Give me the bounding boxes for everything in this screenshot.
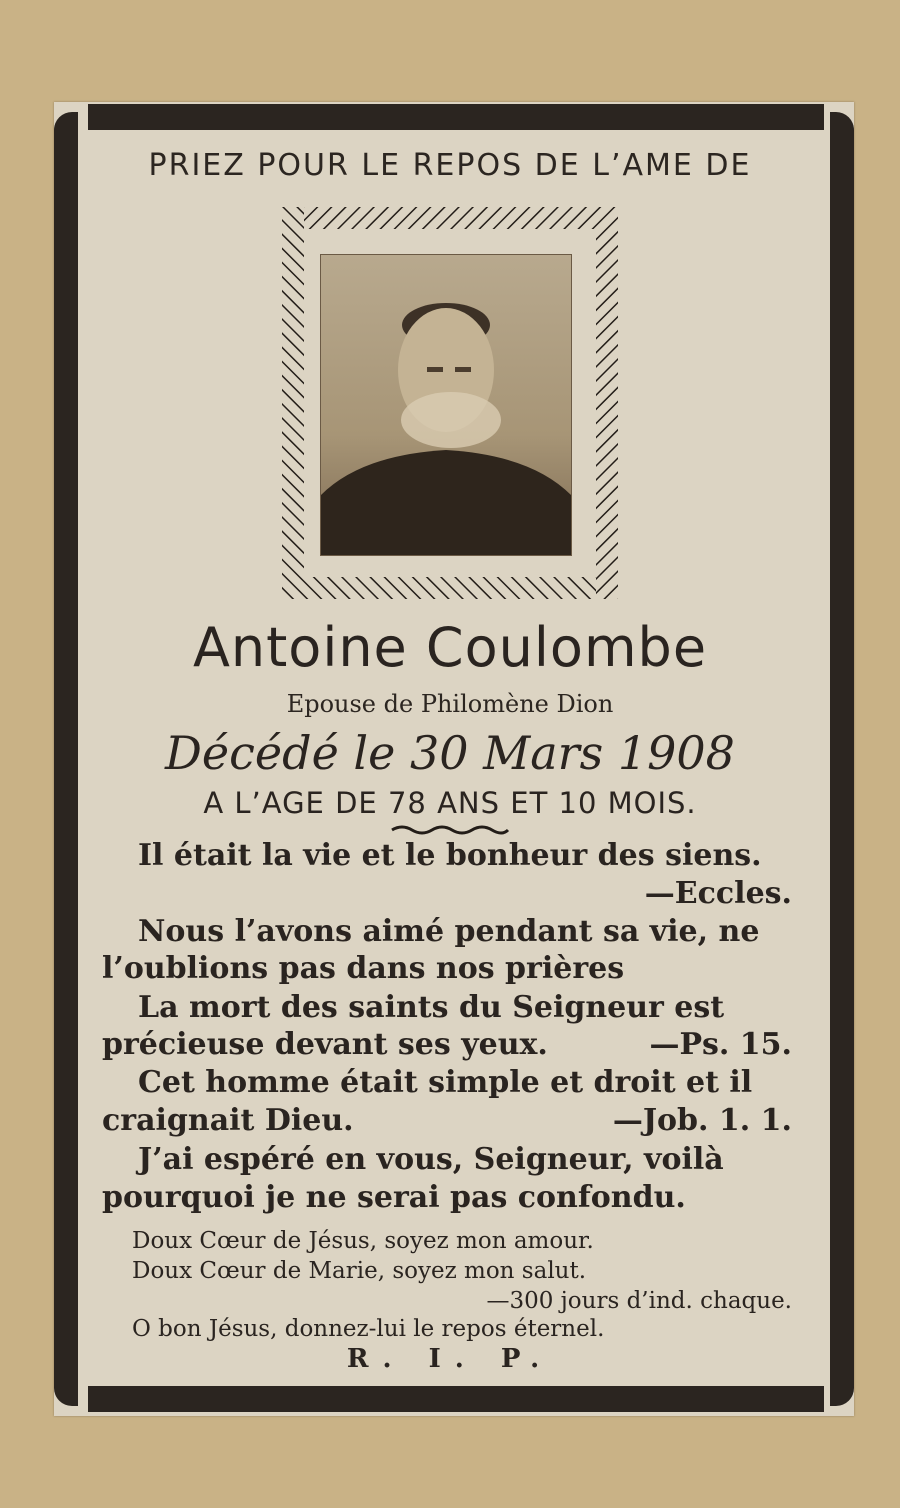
- verse-5a: J’ai espéré en vous, Seigneur, voilà: [138, 1142, 724, 1177]
- verse-2a: Nous l’avons aimé pendant sa vie, ne: [138, 914, 760, 949]
- age-line: A L’AGE DE 78 ANS ET 10 MOIS.: [203, 786, 697, 820]
- deceased-name: Antoine Coulombe: [192, 616, 708, 679]
- verse-4b: craignait Dieu.: [102, 1103, 354, 1138]
- death-date: Décédé le 30 Mars 1908: [165, 726, 735, 780]
- prayer-1: Doux Cœur de Jésus, soyez mon amour.: [132, 1228, 594, 1254]
- prayer-3: O bon Jésus, donnez-lui le repos éternel.: [132, 1316, 605, 1342]
- verse-5b: pourquoi je ne serai pas confondu.: [102, 1180, 686, 1215]
- mourning-border-bottom: [88, 1386, 824, 1412]
- spouse-line: Epouse de Philomène Dion: [286, 690, 614, 718]
- verse-1-ref: —Eccles.: [644, 876, 792, 911]
- verse-4-ref: —Job. 1. 1.: [612, 1103, 792, 1138]
- card-header: PRIEZ POUR LE REPOS DE L’AME DE: [148, 148, 752, 183]
- portrait-photo: [320, 254, 572, 556]
- verse-4a: Cet homme était simple et droit et il: [138, 1065, 753, 1100]
- verse-2b: l’oublions pas dans nos prières: [102, 951, 625, 986]
- ornament-divider: [390, 822, 510, 838]
- verse-3a: La mort des saints du Seigneur est: [138, 990, 725, 1025]
- verse-1: Il était la vie et le bonheur des siens.: [138, 838, 762, 873]
- rip-mark: R. I. P.: [346, 1344, 554, 1374]
- indulgence-note: —300 jours d’ind. chaque.: [486, 1288, 792, 1314]
- verse-3b: précieuse devant ses yeux.: [102, 1027, 548, 1062]
- mourning-border-top: [88, 104, 824, 130]
- prayer-2: Doux Cœur de Marie, soyez mon salut.: [132, 1258, 587, 1284]
- verse-3-ref: —Ps. 15.: [649, 1027, 792, 1062]
